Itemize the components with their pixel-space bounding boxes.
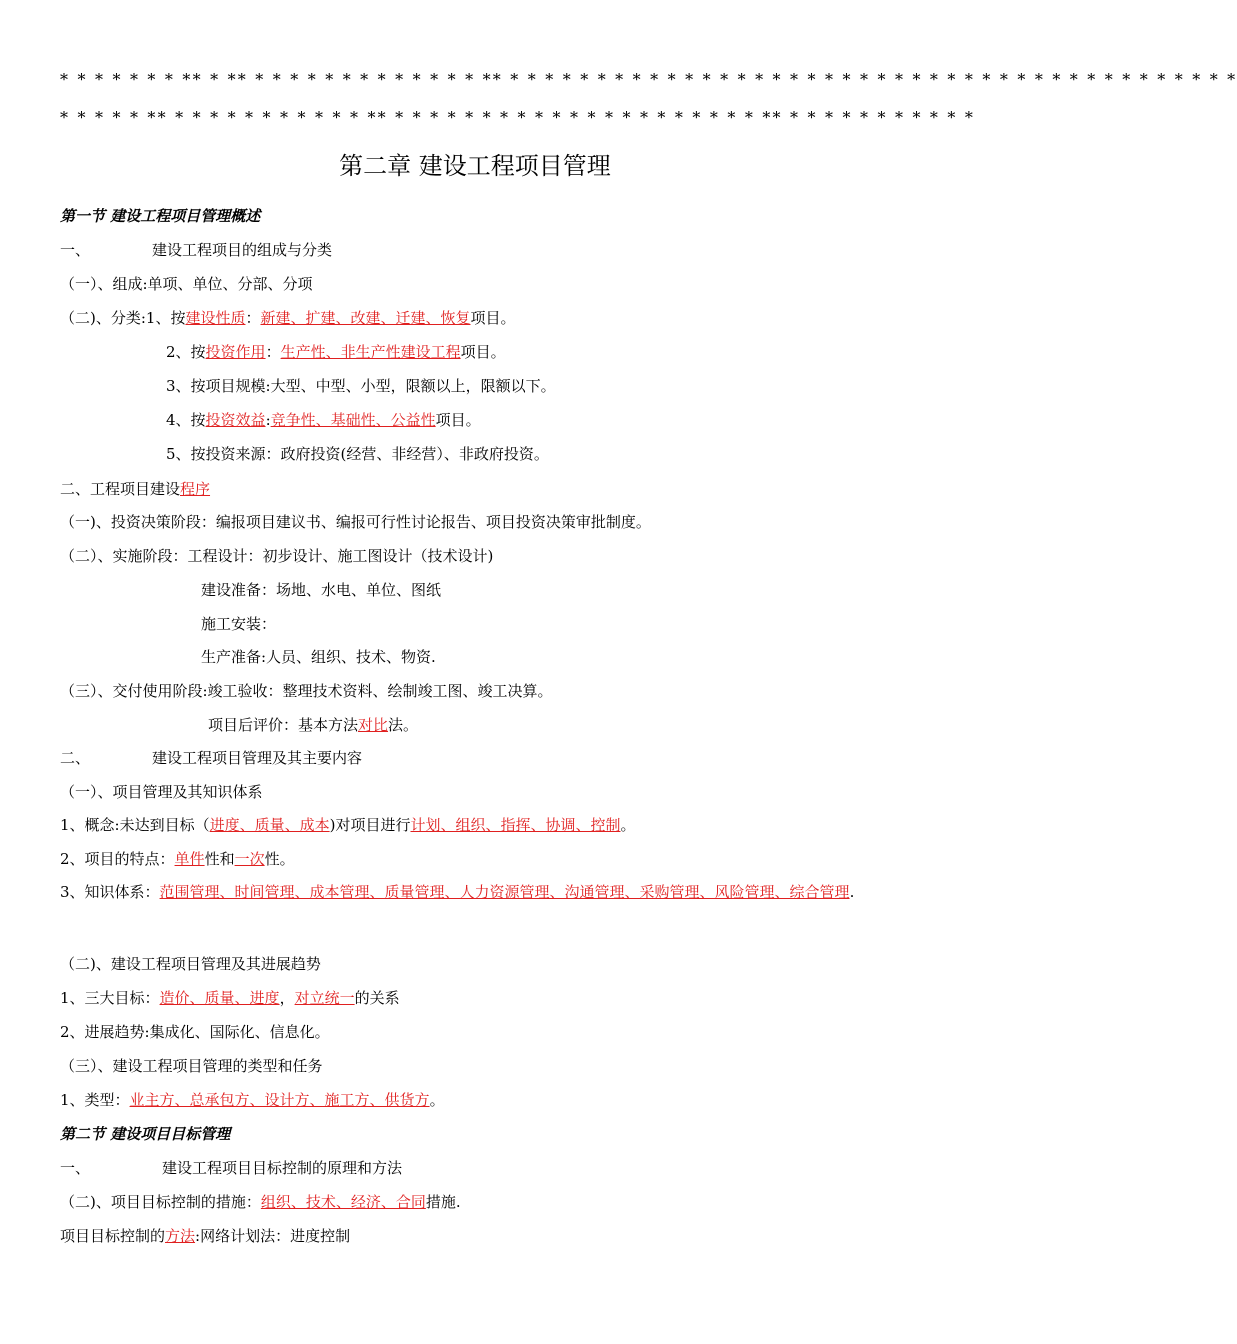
heading-management: 二、 建设工程项目管理及其主要内容 (60, 749, 363, 767)
text-line: 建设准备：场地、水电、单位、图纸 (201, 581, 442, 599)
text-line: 5、按投资来源：政府投资(经营、非经营）、非政府投资。 (166, 445, 549, 463)
text-line: 4、按投资效益:竞争性、基础性、公益性项目。 (166, 411, 481, 429)
text-line: 2、项目的特点：单件性和一次性。 (60, 850, 295, 868)
text-line: （二）、实施阶段：工程设计：初步设计、施工图设计（技术设计) (60, 547, 494, 565)
star-divider-2: * * * * * ** * * * * * * * * * * * ** * * * * * * * * * * * * * * * * * * * * * ** * * * * * * * * * * * (60, 108, 976, 127)
chapter-title: 第二章 建设工程项目管理 (339, 152, 611, 180)
text-line: 项目后评价：基本方法对比法。 (208, 716, 419, 734)
section-heading-1: 第一节 建设工程项目管理概述 (60, 207, 261, 225)
heading-target-control: 一、 建设工程项目目标控制的原理和方法 (60, 1159, 403, 1177)
text-line: 1、类型：业主方、总承包方、设计方、施工方、供货方。 (60, 1091, 445, 1109)
heading-procedure: 二、工程项目建设程序 (60, 480, 211, 498)
text-line: 2、进展趋势:集成化、国际化、信息化。 (60, 1023, 330, 1041)
section-heading-2: 第二节 建设项目目标管理 (60, 1125, 231, 1143)
text-line: 1、概念:未达到目标（进度、质量、成本)对项目进行计划、组织、指挥、协调、控制。 (60, 816, 636, 834)
text-line: （二)、项目目标控制的措施：组织、技术、经济、合同措施. (60, 1193, 461, 1211)
text-line: 项目目标控制的方法:网络计划法：进度控制 (60, 1227, 351, 1245)
text-line: （三）、交付使用阶段:竣工验收：整理技术资料、绘制竣工图、竣工决算。 (60, 682, 553, 700)
text-line: （二)、建设工程项目管理及其进展趋势 (60, 955, 321, 973)
text-paragraph: 3、知识体系：范围管理、时间管理、成本管理、质量管理、人力资源管理、沟通管理、采购管理、风险管理、综合管理. (60, 883, 855, 901)
text-line: 3、按项目规模:大型、中型、小型，限额以上，限额以下。 (166, 377, 556, 395)
text-line: 1、三大目标：造价、质量、进度，对立统一的关系 (60, 989, 400, 1007)
text-line: （一)、投资决策阶段：编报项目建议书、编报可行性讨论报告、项目投资决策审批制度。 (60, 513, 651, 531)
text-line: 施工安装： (201, 615, 277, 633)
text-line: 生产准备:人员、组织、技术、物资. (201, 648, 436, 666)
heading-composition: 一、 建设工程项目的组成与分类 (60, 241, 333, 259)
text-line: （三）、建设工程项目管理的类型和任务 (60, 1057, 323, 1075)
text-line: （一）、项目管理及其知识体系 (60, 783, 263, 801)
text-line: 2、按投资作用：生产性、非生产性建设工程项目。 (166, 343, 506, 361)
text-line: （一）、组成:单项、单位、分部、分项 (60, 275, 313, 293)
star-divider-1: * * * * * * * ** * ** * * * * * * * * * * * * * ** * * * * * * * * * * * * * * * * * * * * * * * * * * * * * * * * * * * * * * * * * * (60, 70, 1237, 89)
text-line: （二)、分类:1、按建设性质：新建、扩建、改建、迁建、恢复项目。 (60, 309, 516, 327)
